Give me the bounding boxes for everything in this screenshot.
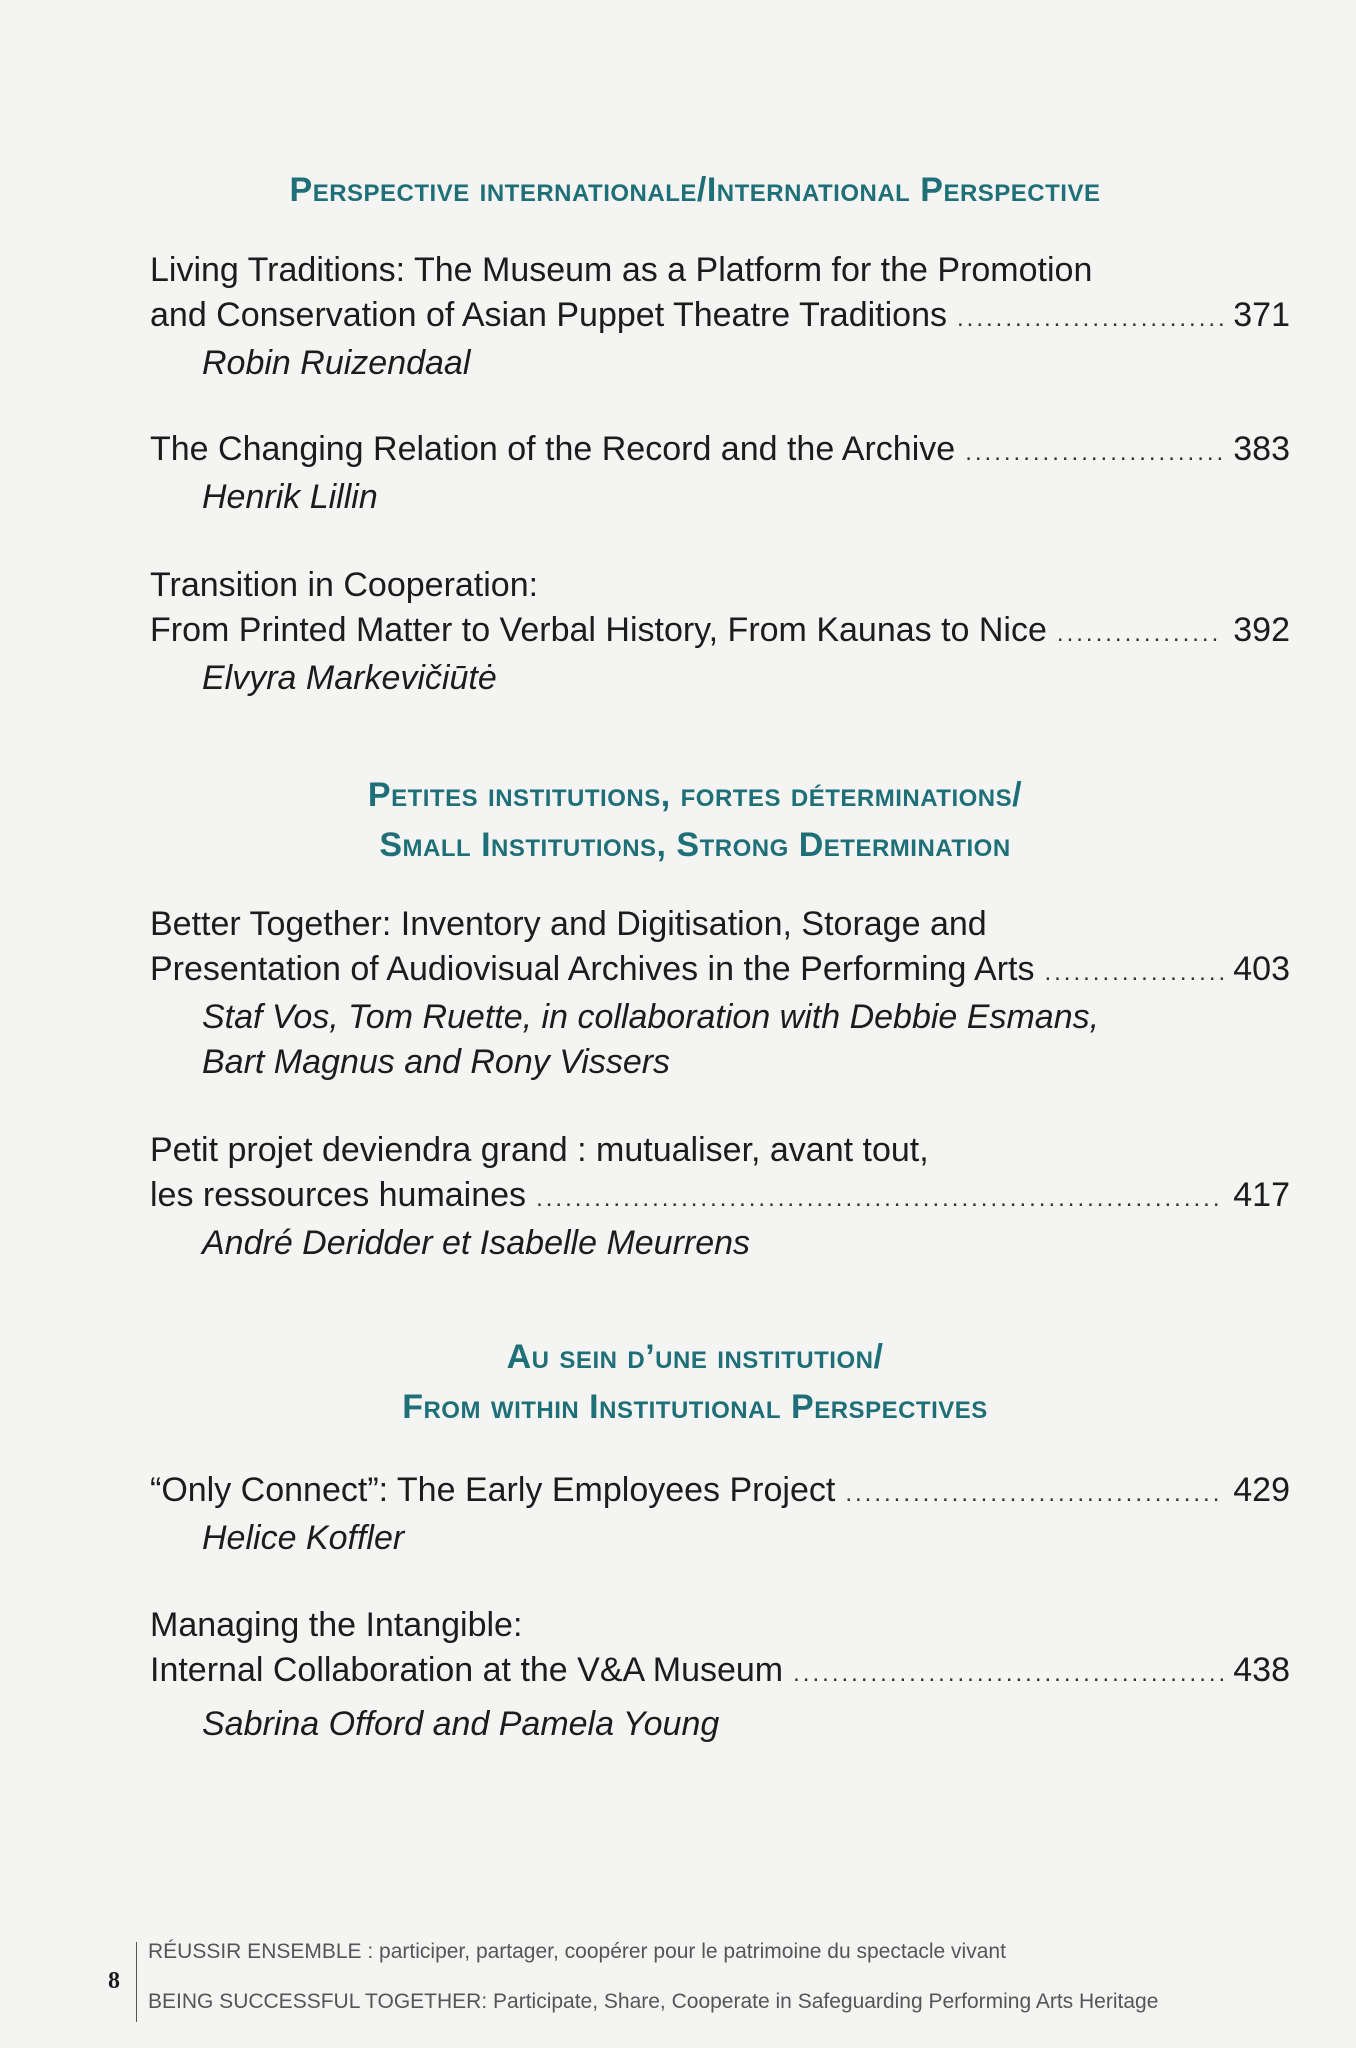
footer-title-fr: RÉUSSIR ENSEMBLE : participer, partager, coopérer pour le patrimoine du spectacle vivant: [148, 1940, 1006, 1963]
entry-title-line: [150, 902, 1290, 947]
entry-title-text: Transition in Cooperation:: [150, 566, 539, 604]
entry-author: André Deridder et Isabelle Meurrens: [202, 1224, 751, 1262]
section-heading-line: Petites institutions, fortes déterminations/: [367, 776, 1023, 814]
entry-title-text: Living Traditions: The Museum as a Platform for the Promotion: [150, 251, 1093, 289]
entry-title-line: [150, 293, 1290, 341]
toc-entry: [150, 248, 1290, 386]
toc-entry: [150, 427, 1290, 520]
toc-entry: [150, 902, 1290, 1085]
entry-title-text: Managing the Intangible:: [150, 1606, 523, 1644]
section-heading-line: Perspective internationale/International Perspective: [289, 171, 1101, 209]
entry-author: Helice Koffler: [202, 1519, 405, 1557]
toc-entry: [150, 1468, 1290, 1561]
section-heading-line: Au sein d’une institution/: [506, 1338, 884, 1376]
page-ref: 417: [1233, 1176, 1290, 1214]
toc-entry: [150, 563, 1290, 701]
entry-title-line: [150, 608, 1290, 656]
leader-dots: [1057, 611, 1223, 656]
leader-dots: [793, 1651, 1223, 1696]
toc-entry: [150, 1603, 1290, 1747]
leader-dots: [965, 430, 1223, 475]
entry-title-line: [150, 248, 1290, 293]
leader-dots: [957, 296, 1223, 341]
page-ref: 429: [1233, 1471, 1290, 1509]
entry-author: Elvyra Markevičiūtė: [202, 659, 497, 697]
section-heading-line: Small Institutions, Strong Determination: [379, 826, 1011, 864]
section-heading-line: From within Institutional Perspectives: [402, 1388, 988, 1426]
page-number: 8: [108, 1968, 120, 1994]
leader-dots: [845, 1471, 1223, 1516]
section-heading: [150, 770, 1240, 870]
leader-dots: [1044, 950, 1223, 995]
entry-title-text: and Conservation of Asian Puppet Theatre Traditions: [150, 296, 947, 334]
entry-title-text: les ressources humaines: [150, 1176, 527, 1214]
entry-title-text: From Printed Matter to Verbal History, From Kaunas to Nice: [150, 611, 1047, 649]
entry-title-line: [150, 563, 1290, 608]
entry-title-text: Presentation of Audiovisual Archives in the Performing Arts: [150, 950, 1035, 988]
entry-title-line: [150, 1603, 1290, 1648]
section-heading: [150, 1332, 1240, 1432]
footer-title-en: BEING SUCCESSFUL TOGETHER: Participate, Share, Cooperate in Safeguarding Performing Arts Heritage: [148, 1990, 1159, 2013]
entry-title-text: Better Together: Inventory and Digitisation, Storage and: [150, 905, 987, 943]
footer-divider: [136, 1942, 137, 2022]
entry-title-text: The Changing Relation of the Record and the Archive: [150, 430, 956, 468]
entry-title-text: Petit projet deviendra grand : mutualiser, avant tout,: [150, 1131, 929, 1169]
entry-title-line: [150, 947, 1290, 995]
page-ref: 403: [1233, 950, 1290, 988]
toc-entry: [150, 1128, 1290, 1266]
entry-title-line: [150, 1648, 1290, 1696]
section-heading: [150, 165, 1240, 215]
leader-dots: [536, 1176, 1223, 1221]
entry-author: Robin Ruizendaal: [202, 344, 471, 382]
entry-title-text: Internal Collaboration at the V&A Museum: [150, 1651, 784, 1689]
page-ref: 438: [1233, 1651, 1290, 1689]
entry-author: Henrik Lillin: [202, 478, 378, 516]
page-ref: 392: [1233, 611, 1290, 649]
page-ref: 383: [1233, 430, 1290, 468]
entry-author: Bart Magnus and Rony Vissers: [202, 1043, 671, 1081]
entry-title-text: “Only Connect”: The Early Employees Project: [150, 1471, 836, 1509]
entry-author: Staf Vos, Tom Ruette, in collaboration with Debbie Esmans,: [202, 998, 1100, 1036]
entry-title-line: [150, 1468, 1290, 1516]
entry-author: Sabrina Offord and Pamela Young: [202, 1705, 720, 1743]
entry-title-line: [150, 1173, 1290, 1221]
entry-title-line: [150, 1128, 1290, 1173]
entry-title-line: [150, 427, 1290, 475]
page-ref: 371: [1233, 296, 1290, 334]
